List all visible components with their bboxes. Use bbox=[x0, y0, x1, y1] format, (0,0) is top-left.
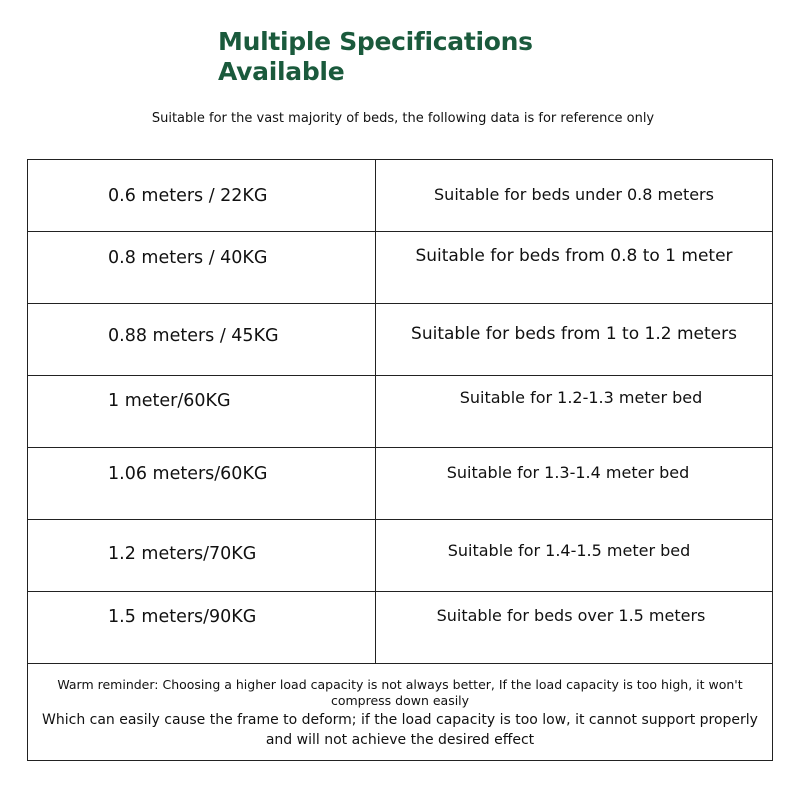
reminder-text-secondary: Which can easily cause the frame to deform; if the load capacity is too low, it cannot support properly and will not achieve the desired effect bbox=[42, 712, 758, 748]
table-row bbox=[28, 160, 772, 232]
table-row bbox=[28, 376, 772, 448]
table-row bbox=[28, 448, 772, 520]
spec-suitability: Suitable for beds over 1.5 meters bbox=[436, 606, 706, 625]
reminder-text-primary: Warm reminder: Choosing a higher load capacity is not always better, If the load capacity is too high, it won't compress down easily bbox=[57, 677, 743, 708]
spec-size: 0.88 meters / 45KG bbox=[108, 326, 279, 346]
column-divider bbox=[375, 232, 376, 303]
spec-size: 0.6 meters / 22KG bbox=[108, 186, 268, 206]
table-row bbox=[28, 520, 772, 592]
table-row bbox=[28, 592, 772, 664]
spec-suitability: Suitable for 1.4-1.5 meter bed bbox=[447, 541, 691, 560]
spec-size: 1.5 meters/90KG bbox=[108, 607, 257, 627]
column-divider bbox=[375, 376, 376, 447]
spec-suitability: Suitable for beds from 0.8 to 1 meter bbox=[415, 246, 733, 266]
spec-size: 0.8 meters / 40KG bbox=[108, 248, 268, 268]
spec-suitability: Suitable for beds from 1 to 1.2 meters bbox=[411, 324, 737, 344]
spec-suitability: Suitable for 1.3-1.4 meter bed bbox=[446, 463, 690, 482]
spec-size: 1.2 meters/70KG bbox=[108, 544, 257, 564]
table-row bbox=[28, 232, 772, 304]
spec-suitability: Suitable for beds under 0.8 meters bbox=[434, 185, 714, 204]
spec-size: 1 meter/60KG bbox=[108, 391, 231, 411]
page-subtitle: Suitable for the vast majority of beds, the following data is for reference only bbox=[151, 111, 655, 126]
spec-suitability: Suitable for 1.2-1.3 meter bed bbox=[459, 388, 703, 407]
page-title: Multiple Specifications Available bbox=[218, 27, 533, 86]
spec-size: 1.06 meters/60KG bbox=[108, 464, 268, 484]
specification-table bbox=[27, 159, 773, 761]
table-row bbox=[28, 304, 772, 376]
warm-reminder bbox=[28, 664, 772, 760]
column-divider bbox=[375, 592, 376, 663]
